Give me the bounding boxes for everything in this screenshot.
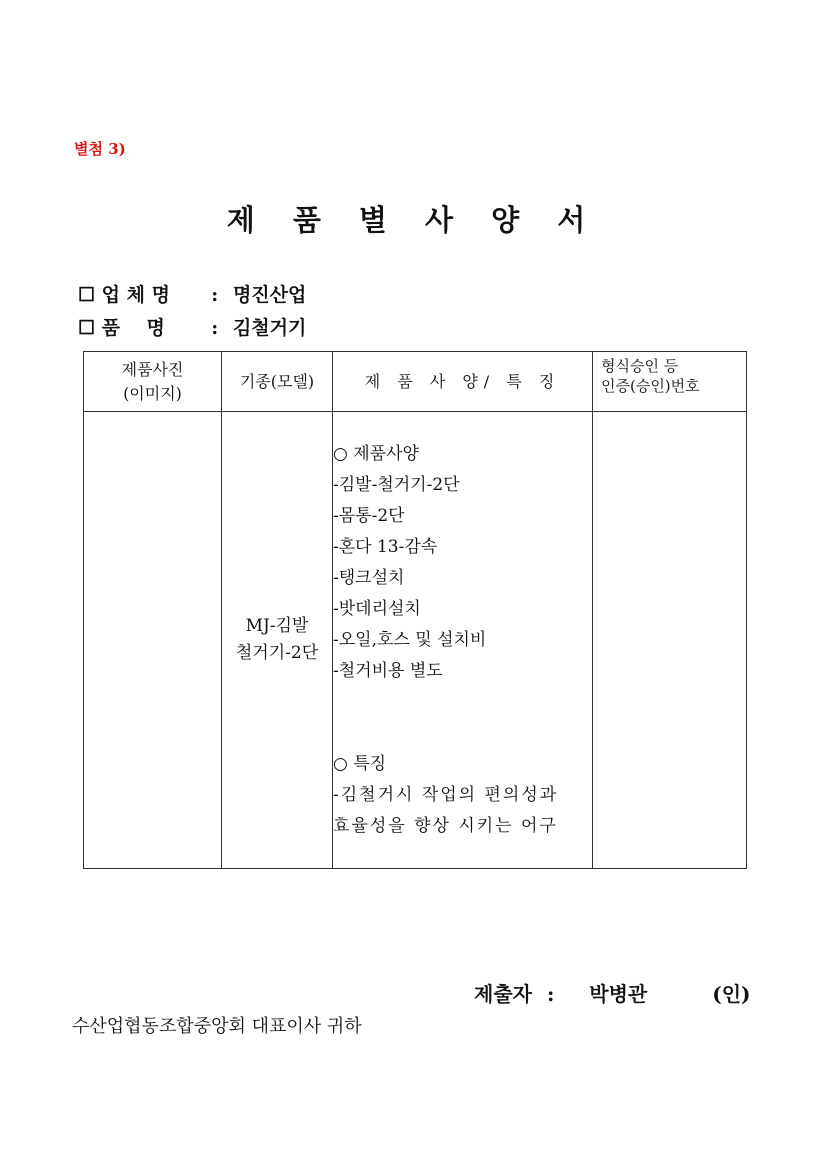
table-row [84,412,747,869]
product-line [78,313,306,340]
spec-item: -몸통-2단 [333,505,405,526]
header-photo [84,352,222,412]
product-colon: : [211,317,219,339]
spec-item: -철거비용 별도 [333,660,443,681]
header-spec: 제 품 사 양/ 특 징 [333,352,593,412]
product-name: 김철거기 [232,317,307,339]
spec-cell [333,412,593,869]
spec-item: -오일,호스 및 설치비 [333,629,487,650]
header-cert-line2: 인증(승인)번호 [601,376,700,395]
spec-item: -김발-철거기-2단 [333,474,460,495]
spacer [333,687,592,749]
model-line2: 철거기-2단 [235,643,319,663]
checkbox-icon: ☐ [78,284,96,306]
photo-cell [84,412,222,869]
header-photo-line2: (이미지) [123,383,182,403]
seal-mark: (인) [712,982,751,1006]
feature-item: 효율성을 향상 시키는 어구 [333,815,558,836]
submitter-colon: : [546,982,555,1006]
model-cell [222,412,333,869]
model-line1: MJ-김발 [245,615,309,636]
feature-heading: ○ 특징 [333,753,387,774]
feature-item: -김철거시 작업의 편의성과 [333,784,559,805]
company-label: 업 체 명 [101,284,170,306]
spec-item: -밧데리설치 [333,598,421,619]
document-title: 제 품 별 사 양 서 [226,203,600,237]
submitter-line [474,978,750,1007]
spec-item: -혼다 13-감속 [333,536,438,557]
spec-heading: ○ 제품사양 [333,443,419,464]
table-header-row [84,352,747,412]
checkbox-icon: ☐ [78,317,96,339]
company-line [78,280,306,307]
attachment-label: 별첨 3) [74,140,126,158]
header-photo-line1: 제품사진 [121,359,184,379]
header-model: 기종(모델) [222,352,333,412]
recipient-line: 수산업협동조합중앙회 대표이사 귀하 [72,1016,362,1037]
submitter-name: 박병관 [589,982,648,1006]
spec-item: -탱크설치 [333,567,405,588]
submitter-label: 제출자 [474,982,532,1006]
product-label: 품 명 [101,317,165,339]
company-name: 명진산업 [232,284,307,306]
header-cert-line1: 형식승인 등 [601,357,679,375]
company-colon: : [211,284,219,306]
spec-table [83,351,747,869]
cert-cell [593,412,747,869]
header-cert [593,352,747,412]
